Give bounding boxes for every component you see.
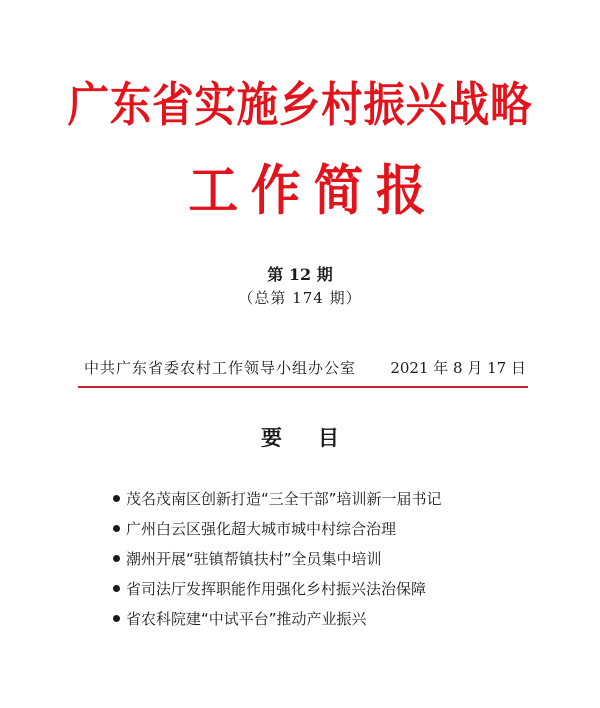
bullet-icon	[113, 555, 120, 562]
toc-item-text: 潮州开展“驻镇帮镇扶村”全员集中培训	[126, 550, 382, 568]
toc-item-text: 省农科院建“中试平台”推动产业振兴	[126, 610, 367, 628]
toc-item-text: 茂名茂南区创新打造“三全干部”培训新一届书记	[126, 490, 442, 508]
issue-date: 2021 年 8 月 17 日	[390, 359, 526, 377]
toc-list	[113, 484, 442, 634]
bullet-icon	[113, 495, 120, 502]
header-divider	[78, 386, 528, 388]
issuer-name: 中共广东省委农村工作领导小组办公室	[84, 359, 357, 377]
toc-item	[113, 514, 442, 544]
masthead-title: 广东省实施乡村振兴战略	[67, 78, 533, 133]
toc-item-text: 省司法厅发挥职能作用强化乡村振兴法治保障	[126, 580, 427, 598]
issue-total-number: （总第 174 期）	[238, 289, 362, 307]
toc-item-text: 广州白云区强化超大城市城中村综合治理	[126, 520, 397, 538]
masthead-subtitle: 工作简报	[188, 159, 439, 222]
issuer-row	[84, 357, 526, 377]
toc-item	[113, 574, 442, 604]
bullet-icon	[113, 615, 120, 622]
bullet-icon	[113, 585, 120, 592]
toc-heading: 要目	[261, 426, 375, 450]
toc-item	[113, 484, 442, 514]
toc-item	[113, 544, 442, 574]
toc-item	[113, 604, 442, 634]
bullet-icon	[113, 525, 120, 532]
issue-number: 第 12 期	[267, 265, 333, 284]
